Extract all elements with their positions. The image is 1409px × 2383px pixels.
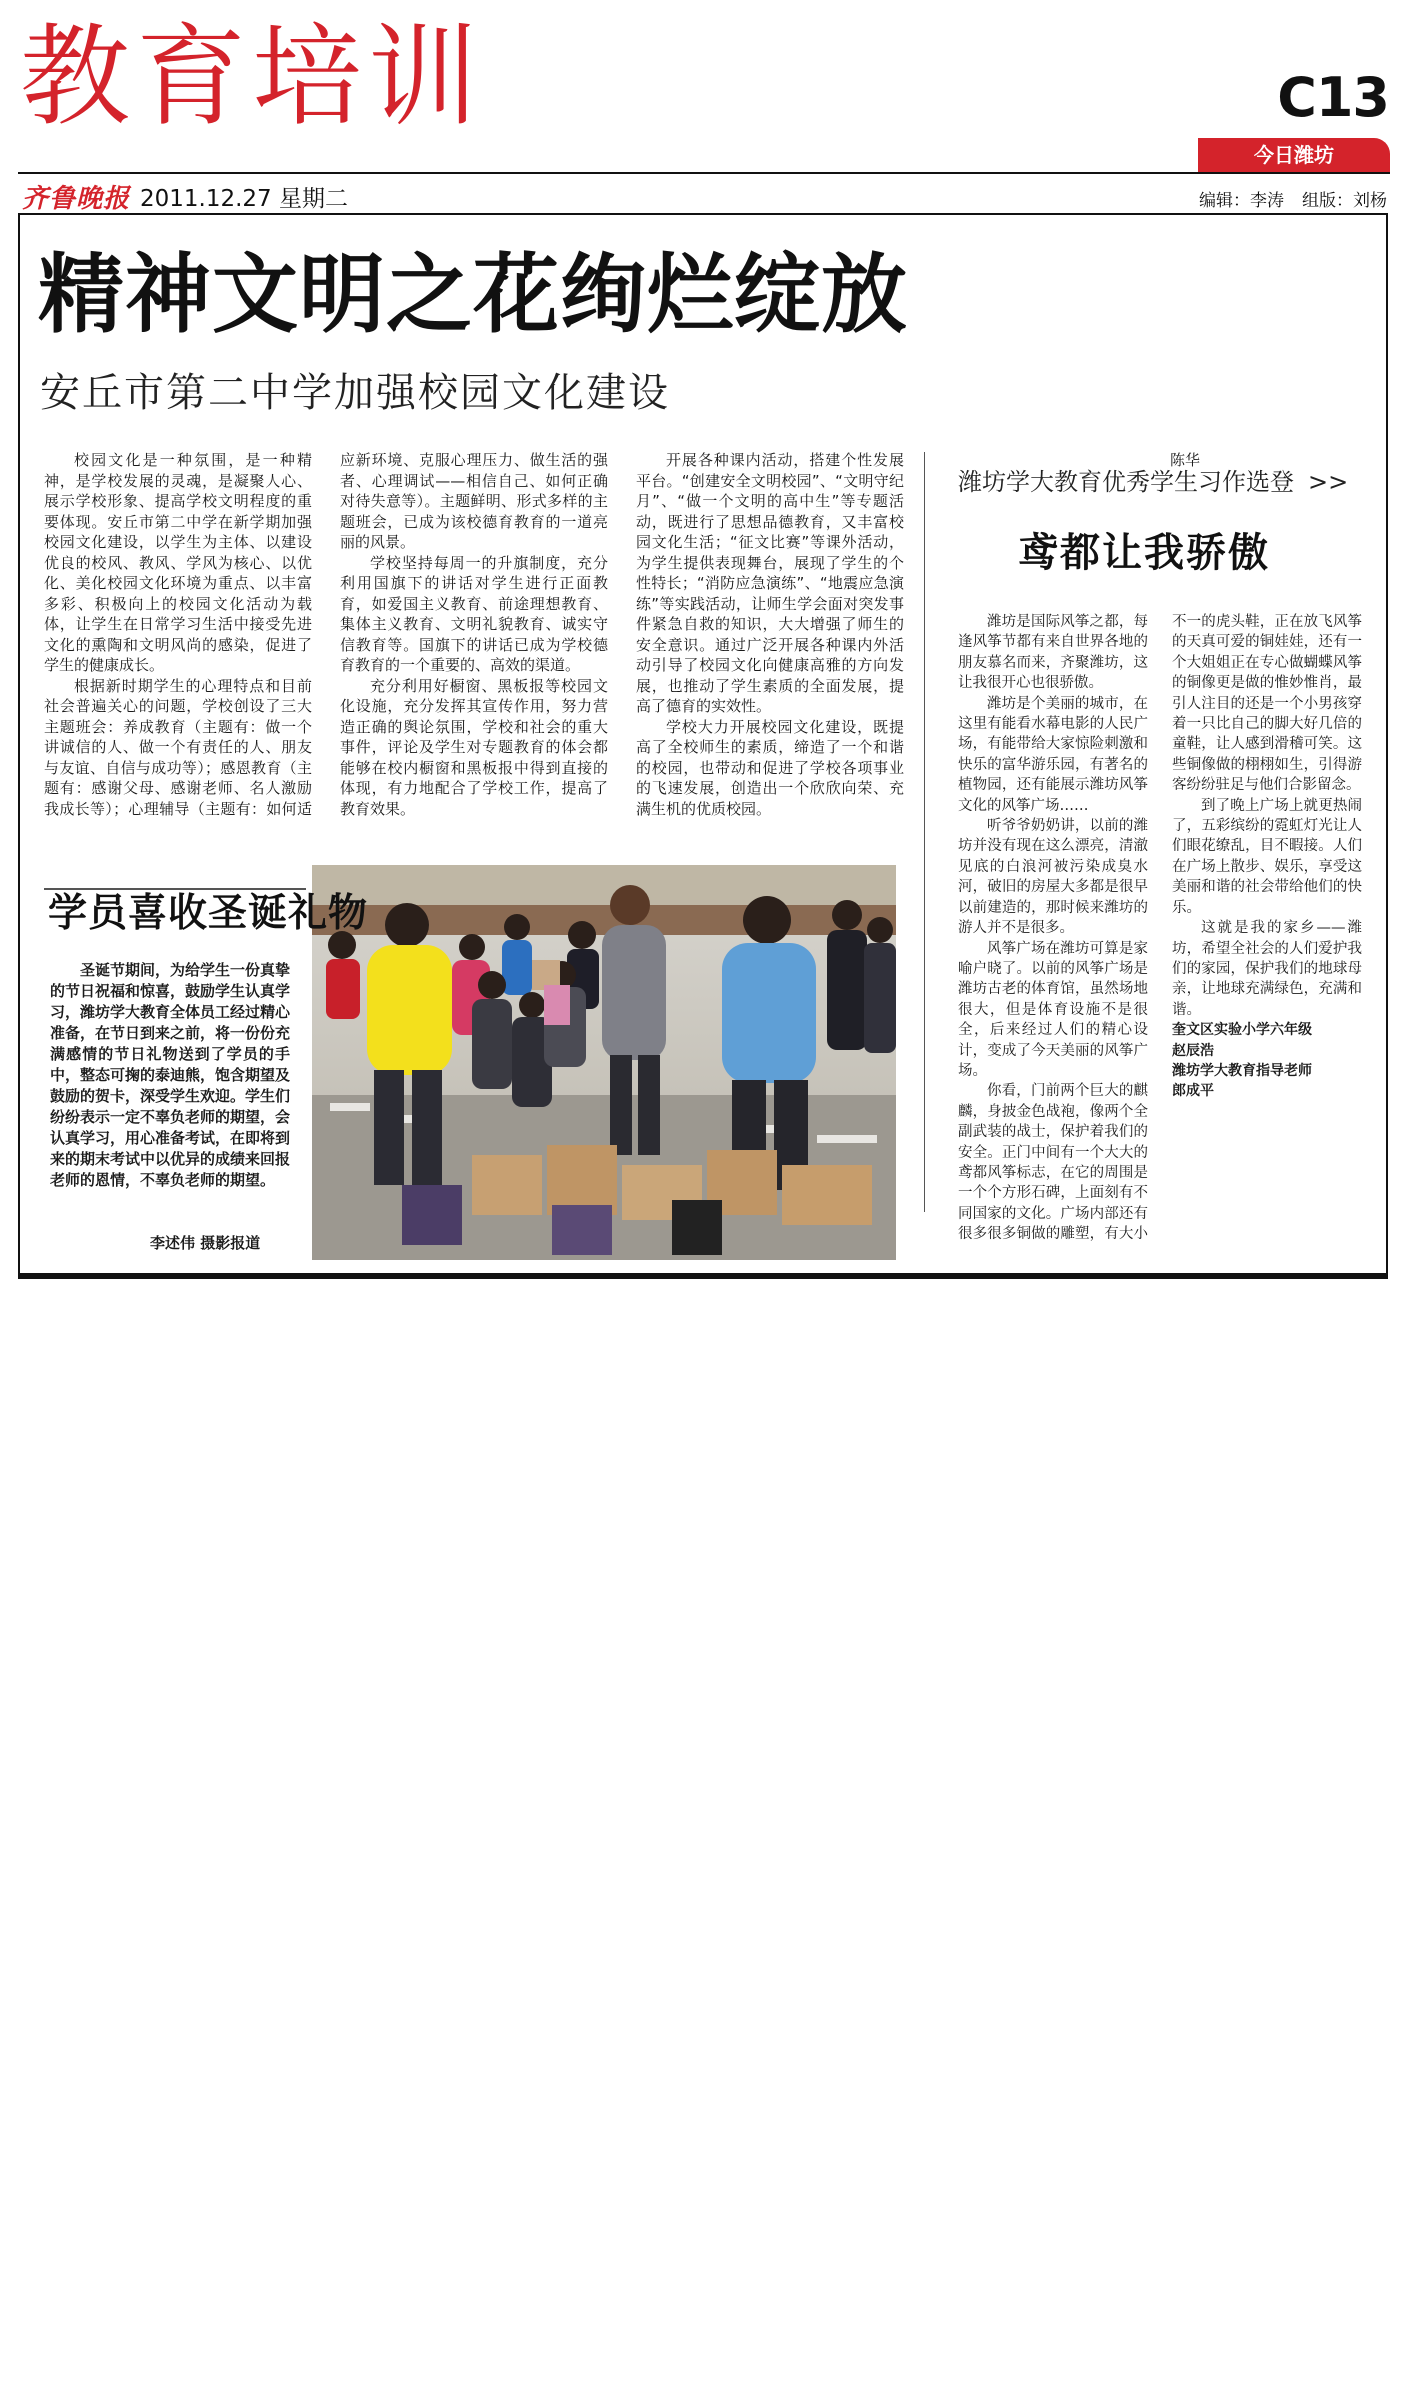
- essay-signature-student: 赵辰浩: [1172, 1042, 1214, 1059]
- article-author: 陈华: [1169, 451, 1200, 469]
- essay-paragraph: 这就是我的家乡——潍坊，希望全社会的人们爱护我们的家园，保护我们的地球母亲，让地球充满绿色，充满和谐。: [1172, 920, 1362, 1018]
- newspaper-logo: 齐鲁晚报: [22, 184, 131, 214]
- subheadline: 安丘市第二中学加强校园文化建设: [40, 370, 670, 416]
- essay-paragraph: 听爷爷奶奶讲，以前的潍坊并没有现在这么漂亮，清澈见底的白浪河被污染成臭水河，破旧的房屋大多都是很早以前建造的，那时候来潍坊的游人并不是很多。: [958, 818, 1148, 937]
- article-paragraph: 学校大力开展校园文化建设，既提高了全校师生的素质，缔造了一个和谐的校园，也带动和促进了学校各项事业的飞速发展，创造出一个欣欣向荣、充满生机的优质校园。: [636, 717, 904, 818]
- article-paragraph: 充分利用好橱窗、黑板报等校园文化设施，充分发挥其宣传作用，努力营造正确的舆论氛围，学校和社会的重大事件，评论及学生对专题教育的体会都能够在校内橱窗和黑板报中得到直接的体现，有力地配合了学校工作，提高了教育效果。: [340, 676, 608, 818]
- essay-paragraph: 你看，门前两个巨大的麒麟，身披金色战袍，像两个全副武装的战士，保护着我们的安全。正门中间有一个大大的鸢都风筝标志，在它的周围是一个个方形石碑，上面刻有不同国家的文化。广场内部还有很多很多铜做的雕塑，有大小不一的虎头鞋，正在放飞风筝的天真可爱的铜娃娃，还有一个大姐姐正在专心做蝴蝶风筝的铜像更是做的惟妙惟肖，最引人注目的还是一个小男孩穿着一只比自己的脚大好几倍的童鞋，让人感到滑稽可笑。这些铜像做的栩栩如生，引得游客纷纷驻足与他们合影留念。: [958, 614, 1362, 1243]
- headline: 精神文明之花绚烂绽放: [38, 245, 908, 345]
- article-paragraph: 学校坚持每周一的升旗制度，充分利用国旗下的讲话对学生进行正面教育，如爱国主义教育、前途理想教育、集体主义教育、文明礼貌教育、诚实守信教育等。国旗下的讲话已成为学校德育教育的一个重要的、高效的渠道。: [340, 553, 608, 674]
- news-photo: [312, 865, 896, 1260]
- essay-signature-school: 奎文区实验小学六年级: [1172, 1022, 1312, 1039]
- essay-paragraph: 风筝广场在潍坊可算是家喻户晓了。以前的风筝广场是潍坊古老的体育馆，虽然场地很大，但是体育设施不是很全，后来经过人们的精心设计，变成了今天美丽的风筝广场。: [958, 940, 1148, 1079]
- column-divider: [924, 452, 925, 1212]
- gift-story-credit: 李述伟 摄影报道: [150, 1234, 261, 1252]
- page-number: C13: [1277, 66, 1389, 129]
- editor-credits: [1199, 186, 1387, 211]
- essay-paragraph: 到了晚上广场上就更热闹了，五彩缤纷的霓虹灯光让人们眼花缭乱，目不暇接。人们在广场上散步、娱乐，享受这美丽和谐的社会带给他们的快乐。: [1172, 797, 1362, 916]
- section-tag: 今日潍坊: [1198, 138, 1390, 172]
- editor-name: 编辑：李涛: [1199, 191, 1284, 211]
- section-title: 教育培训: [20, 13, 484, 141]
- gift-story-paragraph: 圣诞节期间，为给学生一份真挚的节日祝福和惊喜，鼓励学生认真学习，潍坊学大教育全体员工经过精心准备，在节日到来之前，将一份份充满感情的节日礼物送到了学员的手中，整态可掬的泰迪熊，饱含期望及鼓励的贺卡，深受学生欢迎。学生们纷纷表示一定不辜负老师的期望，会认真学习，用心准备考试，在即将到来的期末考试中以优异的成绩来回报老师的恩情，不辜负老师的期望。: [50, 961, 291, 1189]
- essay-signature-teacher-name: 郎成平: [1172, 1083, 1214, 1100]
- issue-date: 2011.12.27 星期二: [140, 186, 348, 212]
- essay-paragraph: 潍坊是国际风筝之都，每逢风筝节都有来自世界各地的朋友慕名而来，齐聚潍坊，这让我很开心也很骄傲。: [958, 614, 1148, 692]
- essay-series-label: 潍坊学大教育优秀学生习作选登: [958, 468, 1294, 496]
- essay-signature-teacher: 潍坊学大教育指导老师: [1172, 1062, 1312, 1079]
- layout-name: 组版：刘杨: [1302, 191, 1387, 211]
- article-paragraph: 根据新时期学生的心理特点和目前社会普遍关心的问题，学校创设了三大主题班会：养成教育（主题有：做一个讲诚信的人、做一个有责任的人、朋友与友谊、自信与成功等）；感恩教育（主题有：感谢父母、感谢老师、名人激励我成长等）；心理辅导（主题有：如何适应新环境、克服心理压力、做生活的强者、心理调试——相信自己、如何正确对待失意等）。主题鲜明、形式多样的主题班会，已成为该校德育教育的一道亮丽的风景。: [44, 451, 608, 818]
- gift-story-body: [50, 960, 290, 1191]
- double-chevron-right-icon: >>: [1308, 468, 1349, 496]
- masthead-rule: [18, 172, 1390, 174]
- essay-series-title: [958, 467, 1348, 497]
- article-paragraph: 校园文化是一种氛围，是一种精神，是学校发展的灵魂，是凝聚人心、展示学校形象、提高学校文明程度的重要体现。安丘市第二中学在新学期加强校园文化建设，以学生为主体、以建设优良的校风、教风、学风为核心、以优化、美化校园文化环境为重点、以丰富多彩、积极向上的校园文化活动为载体，让学生在日常学习生活中接受先进文化的熏陶和文明风尚的感染，促进了学生的健康成长。: [44, 451, 312, 674]
- essay-paragraph: 潍坊是个美丽的城市，在这里有能看水幕电影的人民广场，有能带给大家惊险刺激和快乐的富华游乐园，有著名的植物园，还有能展示潍坊风筝文化的风筝广场……: [958, 695, 1148, 814]
- gift-story-title: 学员喜收圣诞礼物: [48, 891, 369, 936]
- article-paragraph: 开展各种课内活动，搭建个性发展平台。“创建安全文明校园”、“文明守纪月”、“做一个文明的高中生”等专题活动，既进行了思想品德教育，又丰富校园文化生活；“征文比赛”等课外活动，为学生提供表现舞台，展现了学生的个性特长；“消防应急演练”、“地震应急演练”等实践活动，让师生学会面对突发事件紧急自救的知识，大大增强了师生的安全意识。通过广泛开展各种课内外活动引导了校园文化向健康高雅的方向发展，也推动了学生素质的全面发展，提高了德育的实效性。: [636, 451, 904, 715]
- essay-body: [958, 612, 1362, 1262]
- essay-title: 鸢都让我骄傲: [1018, 530, 1270, 576]
